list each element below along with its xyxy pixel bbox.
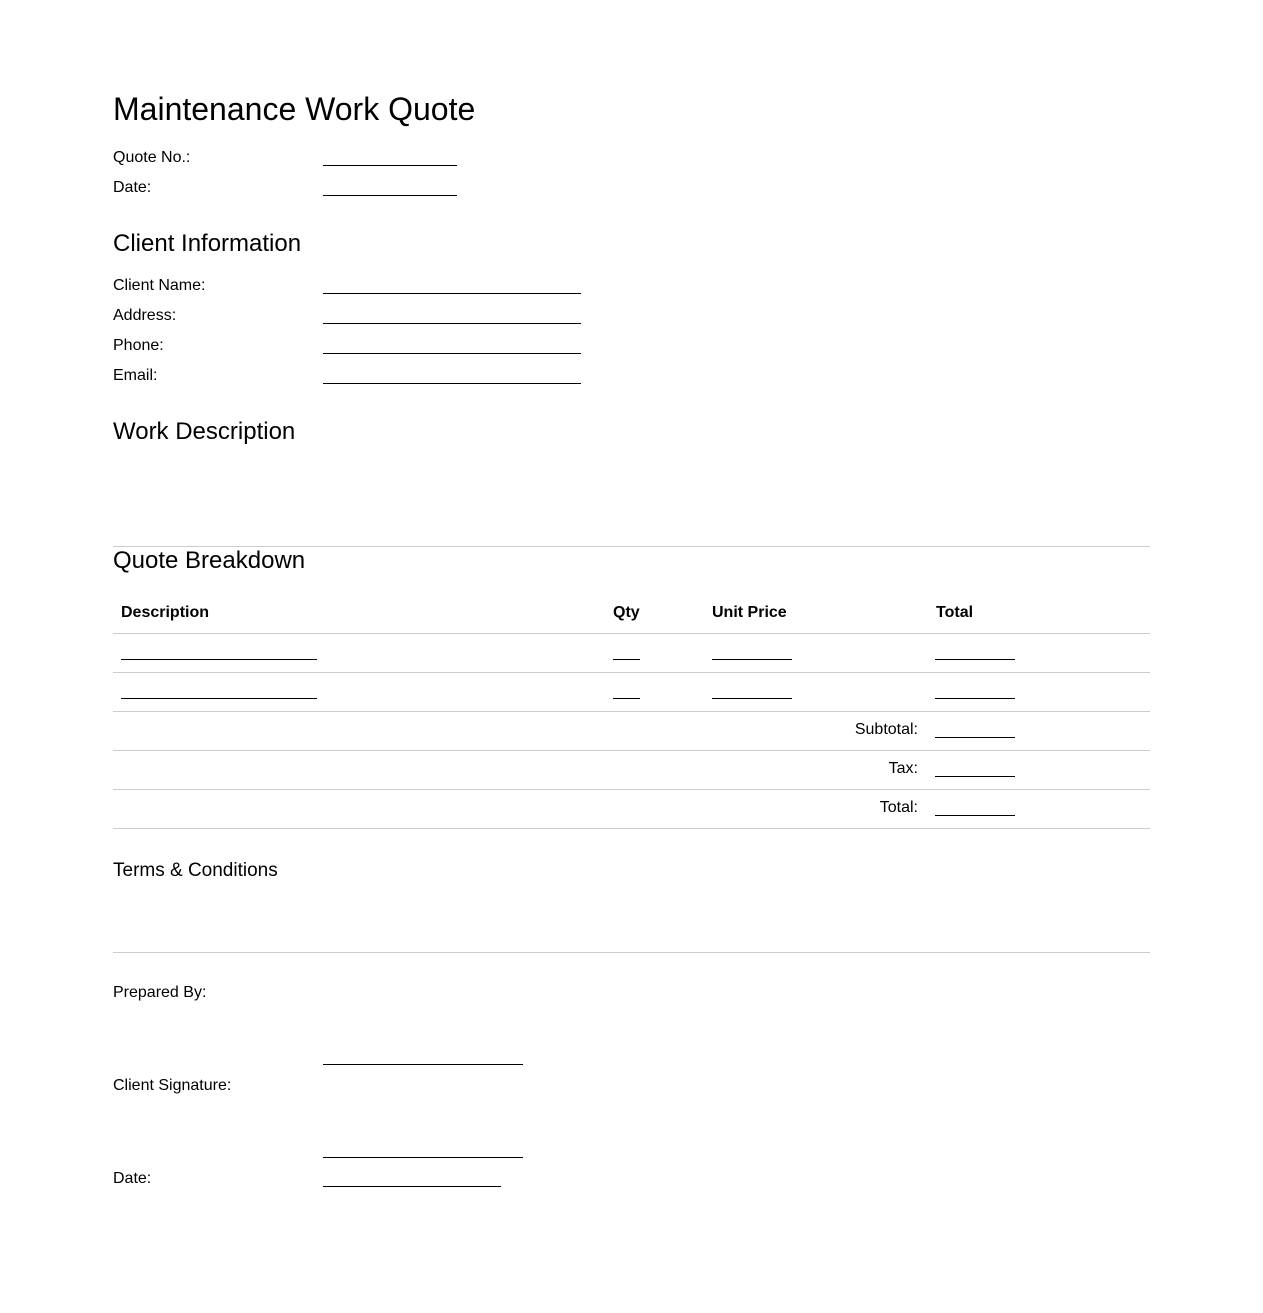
date-field[interactable] <box>323 195 457 196</box>
quote-no-field[interactable] <box>323 165 457 166</box>
email-label: Email: <box>113 367 158 384</box>
col-total: Total <box>936 604 974 621</box>
address-label: Address: <box>113 307 177 324</box>
work-description-area[interactable] <box>113 455 1150 535</box>
total-label: Total: <box>879 799 918 816</box>
col-qty: Qty <box>613 604 640 621</box>
quote-no-label: Quote No.: <box>113 149 191 166</box>
row1-unit-price-field[interactable] <box>712 659 792 660</box>
total-field[interactable] <box>935 815 1015 816</box>
divider <box>113 952 1150 953</box>
work-description-heading: Work Description <box>113 418 296 445</box>
signature-date-field[interactable] <box>323 1186 501 1187</box>
email-field[interactable] <box>323 383 581 384</box>
row2-unit-price-field[interactable] <box>712 698 792 699</box>
terms-heading: Terms & Conditions <box>113 860 278 881</box>
phone-label: Phone: <box>113 337 164 354</box>
client-name-label: Client Name: <box>113 277 206 294</box>
table-divider <box>113 672 1150 673</box>
subtotal-field[interactable] <box>935 737 1015 738</box>
row1-total-field[interactable] <box>935 659 1015 660</box>
row1-description-field[interactable] <box>121 659 317 660</box>
row2-qty-field[interactable] <box>613 698 640 699</box>
table-divider <box>113 711 1150 712</box>
row1-qty-field[interactable] <box>613 659 640 660</box>
subtotal-label: Subtotal: <box>854 721 918 738</box>
prepared-by-label: Prepared By: <box>113 984 207 1001</box>
table-divider <box>113 828 1150 829</box>
page-title: Maintenance Work Quote <box>113 91 476 127</box>
address-field[interactable] <box>323 323 581 324</box>
col-description: Description <box>121 604 210 621</box>
date-label: Date: <box>113 179 152 196</box>
row2-total-field[interactable] <box>935 698 1015 699</box>
col-unit-price: Unit Price <box>712 604 787 621</box>
client-signature-field[interactable] <box>323 1157 523 1158</box>
tax-label: Tax: <box>888 760 918 777</box>
row2-description-field[interactable] <box>121 698 317 699</box>
client-name-field[interactable] <box>323 293 581 294</box>
quote-breakdown-heading: Quote Breakdown <box>113 547 306 574</box>
terms-area[interactable] <box>113 890 1150 945</box>
table-divider <box>113 633 1150 634</box>
client-signature-label: Client Signature: <box>113 1077 232 1094</box>
client-info-heading: Client Information <box>113 230 302 257</box>
signature-date-label: Date: <box>113 1170 152 1187</box>
table-divider <box>113 789 1150 790</box>
table-divider <box>113 750 1150 751</box>
tax-field[interactable] <box>935 776 1015 777</box>
phone-field[interactable] <box>323 353 581 354</box>
prepared-by-field[interactable] <box>323 1064 523 1065</box>
